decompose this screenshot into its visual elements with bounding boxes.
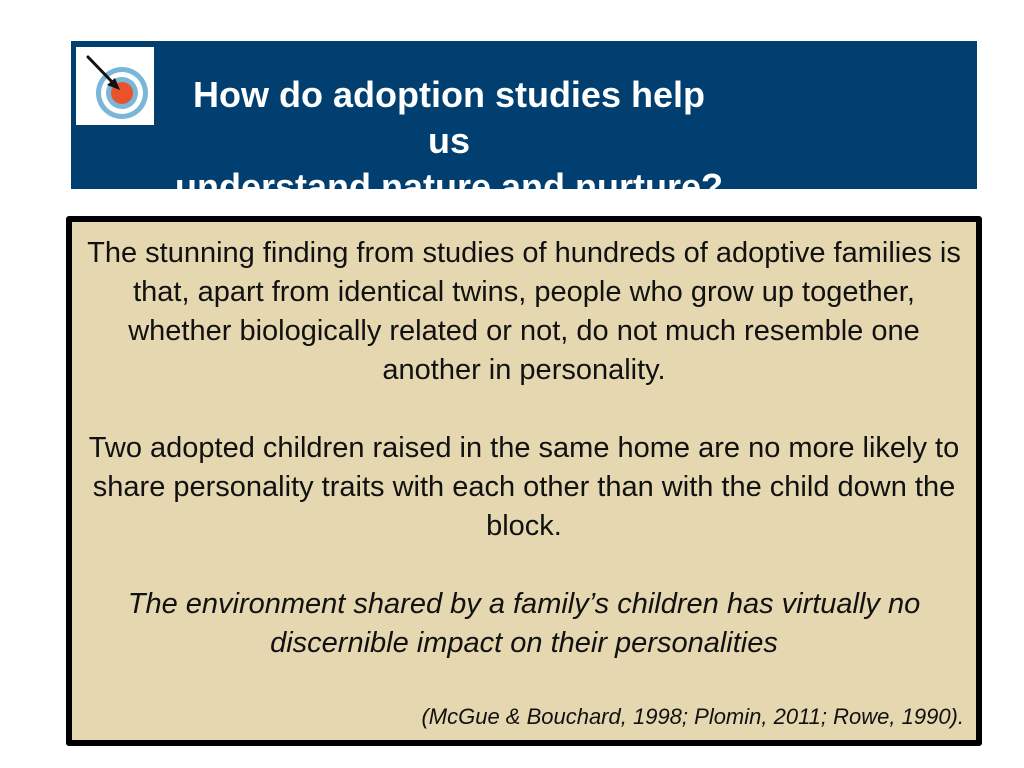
slide-title-line-2: understand nature and nurture? <box>174 166 724 207</box>
target-with-arrow-icon <box>76 47 154 125</box>
paragraph-adoptive-families-finding: The stunning finding from studies of hundreds of adoptive families is that, apart from identical twins, people who grow up together, whether biologically related or not, do not much resemble one another in personality. <box>87 237 961 386</box>
quote-content-box <box>66 216 982 746</box>
paragraph-shared-environment: The environment shared by a family’s children has virtually no discernible impact on their personalities <box>127 588 921 659</box>
slide-title <box>171 72 977 210</box>
slide-title-line-1: How do adoption studies help us <box>193 74 705 161</box>
title-banner <box>71 41 977 207</box>
citation: (McGue & Bouchard, 1998; Plomin, 2011; Rowe, 1990). <box>421 704 964 729</box>
paragraph-adopted-children: Two adopted children raised in the same home are no more likely to share personality traits with each other than with the child down the block. <box>88 432 960 542</box>
